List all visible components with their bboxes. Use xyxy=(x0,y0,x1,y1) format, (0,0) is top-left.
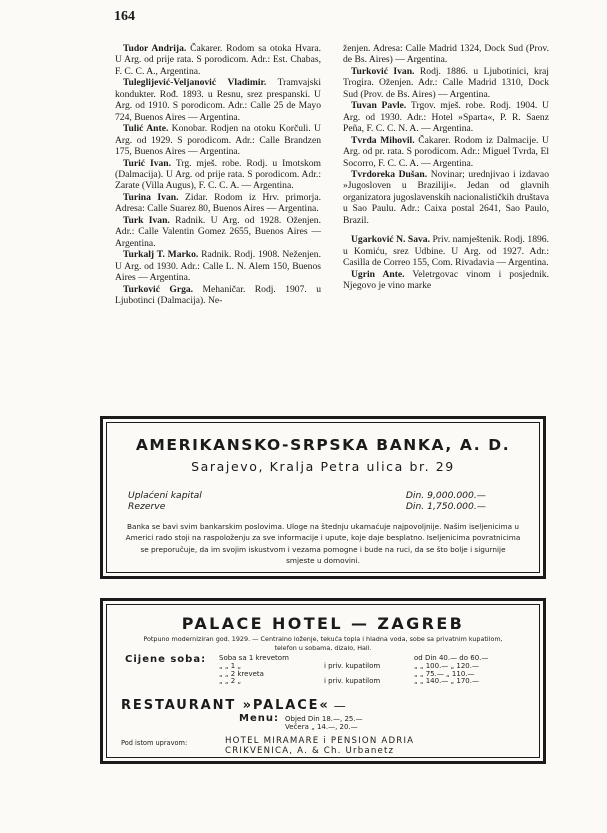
lunch-price: Objed Din 18.—, 25.— xyxy=(285,715,363,723)
entry-name: Tuvan Pavle. xyxy=(351,100,407,112)
hotel-advertisement xyxy=(100,598,546,764)
room-price: „ „ 100.— „ 120.— xyxy=(414,661,479,670)
paid-capital-amount: Din. 9,000.000.— xyxy=(405,490,486,501)
left-column xyxy=(115,43,321,306)
entry-name: Turić Ivan. xyxy=(123,157,172,169)
entry-text: Novinar; urednjivao i izdavao »Jugosloven u Braziliji«. Jedan od glavnih organizatora jugoslavenskih nacionalističkih društava u Sao Paulu. Adr.: Caixa postal 2641, Sao Paulo, Brazil. xyxy=(343,168,549,226)
directory-entry-continued xyxy=(343,43,549,66)
menu-prices xyxy=(121,715,525,731)
directory-entry xyxy=(343,66,549,100)
directory-entry xyxy=(115,123,321,157)
room-price: od Din 40.— do 60.— xyxy=(414,654,489,662)
directory-entry xyxy=(115,158,321,192)
right-column xyxy=(343,43,549,292)
directory-entry xyxy=(343,135,549,169)
room-bath: i priv. kupatilom xyxy=(324,661,381,670)
hotel-amenities: Potpuno moderniziran god. 1929. — Centralno loženje, tekuća topla i hladna voda, sobe sa privatnim kupatilom, telefon u sobama, dizalo, Hall. xyxy=(143,635,503,652)
entry-name: Turković Grga. xyxy=(123,283,194,295)
prices-label: Cijene soba: xyxy=(125,654,207,665)
entry-text: Radnik. Rodj. 1908. Neženjen. U Arg. od 1930. Adr.: Calle L. N. Alem 150, Buenos Aires — Argentina. xyxy=(115,249,321,284)
entry-name: Tuleglijević-Veljanović Vladimir. xyxy=(123,77,267,89)
room-bath: i priv. kupatilom xyxy=(324,677,381,686)
entry-name: Ugrin Ante. xyxy=(351,268,405,280)
bank-description: Banka se bavi svim bankarskim poslovima. Uloge na štednju ukamaćuje najpovoljnije. Našim iseljenicima u Americi rado stoji na raspoloženju za sve informacije i upute, koje daje besplatno. Iseljenicima povratnicima se preporučuje, da im svojim iskustvom i vezama pomogne i bude na ruci, da se što bolje i sigurnije smjeste u domovini. xyxy=(125,522,521,565)
entry-text: ženjen. Adresa: Calle Madrid 1324, Dock Sud (Prov. de Bs. Aires) — Argentina. xyxy=(343,43,549,66)
entry-name: Ugarković N. Sava. xyxy=(351,234,430,246)
bank-title: AMERIKANSKO-SRPSKA BANKA, A. D. xyxy=(135,436,511,454)
entry-name: Tvrda Mihovil. xyxy=(351,134,415,146)
page-number: 164 xyxy=(114,9,135,24)
room-type: „ „ 2 „ xyxy=(219,677,242,686)
directory-entry xyxy=(115,249,321,283)
restaurant-line xyxy=(121,698,525,713)
room-price: „ „ 75.— „ 110.— xyxy=(414,669,475,678)
directory-entry xyxy=(115,284,321,307)
hotel-title: PALACE HOTEL — ZAGREB xyxy=(181,614,465,633)
directory-entry xyxy=(115,77,321,123)
entry-name: Turkalj T. Marko. xyxy=(123,249,199,261)
entry-text: Konobar. Rodjen na otoku Korčuli. U Arg. od 1929. S porodicom. Adr.: Calle Brandzen 175, Buenos Aires — Argentina. xyxy=(115,123,321,158)
price-row xyxy=(219,678,519,686)
entry-text: Radnik. U Arg. od 1928. Oženjen. Adr.: Calle Valentin Gomez 2655, Buenos Aires — Argentina. xyxy=(115,214,321,249)
entry-name: Tulić Ante. xyxy=(123,123,169,135)
sister-label: Pod istom upravom: xyxy=(121,739,188,748)
directory-entry xyxy=(343,100,549,134)
sister-name: HOTEL MIRAMARE i PENSION ADRIA xyxy=(225,736,415,747)
entry-text: Trg. mješ. robe. Rodj. u Imotskom (Dalmacija). U Arg. od prije rata. S porodicom. Adr.: Zarate (Villa Augus), F. C. C. A. — Argentina. xyxy=(115,157,321,192)
menu-label: Menu: xyxy=(239,713,279,724)
entry-name: Turina Ivan. xyxy=(123,191,179,203)
room-prices xyxy=(121,655,525,695)
paid-capital-label: Uplaćeni kapital xyxy=(128,490,202,501)
entry-text: Mehaničar. Rodj. 1907. u Ljubotinci (Dalmacija). Ne- xyxy=(115,283,321,306)
dinner-price: Večera „ 14.—, 20.— xyxy=(285,723,358,732)
entry-text: Veletrgovac vinom i posjednik. Njegovo je vino marke xyxy=(343,268,550,292)
directory-entry xyxy=(343,269,549,292)
bank-address: Sarajevo, Kralja Petra ulica br. 29 xyxy=(191,459,455,474)
price-table xyxy=(219,655,519,686)
directory-entry xyxy=(115,192,321,215)
entry-name: Turk Ivan. xyxy=(123,214,170,226)
room-type: Soba sa 1 krevetom xyxy=(219,654,289,662)
entry-text: Zidar. Rodom iz Hrv. primorja. Adresa: Calle Suarez 80, Buenos Aires — Argentina. xyxy=(115,191,321,215)
directory-entry xyxy=(343,234,549,268)
entry-text: Priv. namještenik. Rodj. 1896. u Komiću, srez Udbine. U Arg. od 1927. Adr.: Casilla de Correo 155, Com. Rivadavia — Argentina. xyxy=(343,234,549,269)
sister-hotel xyxy=(121,737,525,755)
reserve-label: Rezerve xyxy=(128,500,166,512)
sister-location: CRIKVENICA, A. & Ch. Urbanetz xyxy=(225,745,395,756)
room-type: „ „ 1 „ xyxy=(219,661,242,670)
restaurant-dash: — xyxy=(333,699,346,713)
reserve-amount: Din. 1,750.000.— xyxy=(405,500,486,512)
entry-name: Tudor Andrija. xyxy=(123,43,187,54)
entry-text: Čakarer. Rodom iz Dalmacije. U Arg. od pr. rata. S porodicom. Adr.: Miguel Tvrda, El Socorro, F. C. C. A. — Argentina. xyxy=(343,134,549,169)
directory-entry xyxy=(115,43,321,77)
entry-text: Trgov. mješ. robe. Rodj. 1904. U Arg. od 1930. Adr.: Hotel »Sparta«, P. R. Saenz Peña, F. C. C. N. A. — Argentina. xyxy=(343,100,549,135)
restaurant-name: RESTAURANT »PALACE« xyxy=(121,698,330,713)
bank-advertisement xyxy=(100,416,546,579)
bank-capital xyxy=(123,491,523,512)
entry-text: Tramvajski kondukter. Rođ. 1893. u Resnu, srez prespanski. U Arg. od 1910. S porodicom. Adr.: Calle 25 de Mayo 724, Buenos Aires — Argentina. xyxy=(115,77,321,123)
room-price: „ „ 140.— „ 170.— xyxy=(414,677,479,686)
entry-name: Tvrdoreka Dušan. xyxy=(351,168,428,180)
directory-entry xyxy=(343,169,549,226)
entry-name: Turković Ivan. xyxy=(351,65,415,77)
room-type: „ „ 2 kreveta xyxy=(219,669,264,678)
entry-text: Rodj. 1886. u Ljubotinici, kraj Trogira. Oženjen. Adr.: Calle Madrid 1310, Dock Sud (Prov. de Bs. Aires) — Argentina. xyxy=(343,65,549,100)
entry-text: Čakarer. Rodom sa otoka Hvara. U Arg. od prije rata. S porodicom. Adr.: Est. Chabas, F. C. C. A., Argentina. xyxy=(115,43,321,77)
directory-entry xyxy=(115,215,321,249)
